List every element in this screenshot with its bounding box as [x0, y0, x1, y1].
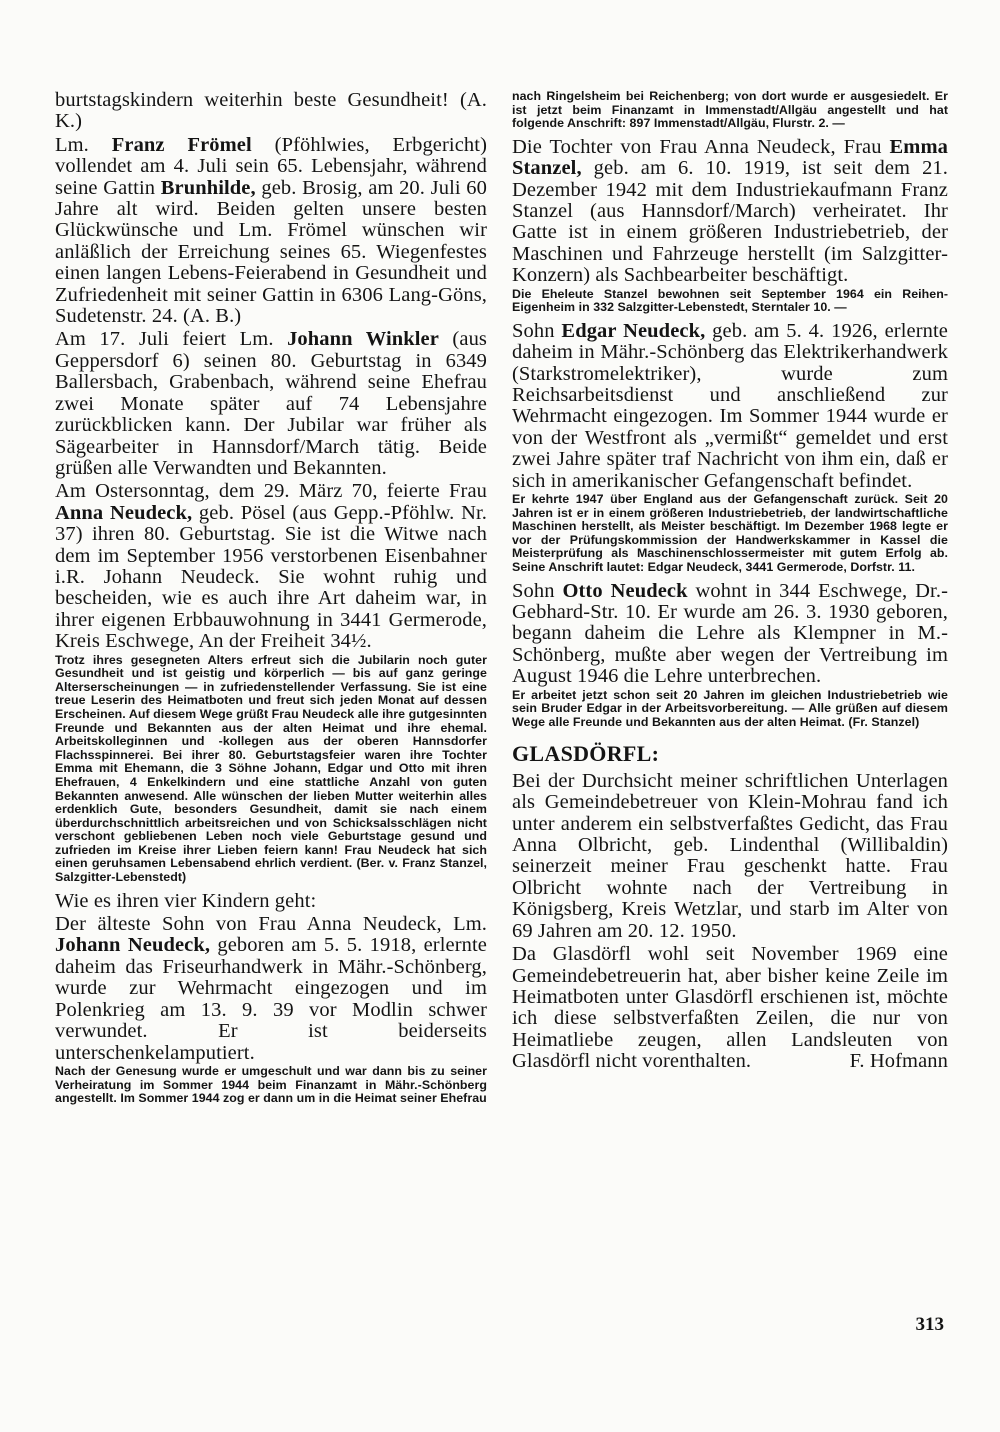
paragraph-glasdoerfl-intro: Bei der Durchsicht meiner schriftlichen Unterlagen als Gemeindebetreuer von Klein-Mohrau fand ich unter anderem ein selbstverfaßtes Gedicht, das Frau Anna Olbricht, geb. Lindenthal (Willibaldin) seinerzeit meiner Frau geschenkt hatte. Frau Olbricht wohnte nach der Vertreibung in Königsberg, Kreis Wetzlar, und starb im Alter von 69 Jahren am 20. 12. 1950.: [512, 769, 948, 942]
text-fragment: Sohn: [512, 319, 562, 342]
text-fragment: Am 17. Juli feiert Lm.: [55, 328, 288, 351]
text-fragment: geboren am 5. 5. 1918, erlernte daheim das Friseurhandwerk in Mähr.-Schönberg, wurde zur Wehrmacht eingezogen und im Polenkrieg am 13. 9. 39 vor Modlin schwer verwundet. Er ist beiderseits unterschenkelamputiert.: [55, 934, 487, 1064]
paragraph-birthday-wishes: burtstagskindern weiterhin beste Gesundheit! (A. K.): [55, 89, 487, 133]
person-name: Franz Frömel: [111, 133, 252, 156]
person-name: Johann Winkler: [287, 328, 439, 351]
small-print-johann-details: Nach der Genesung wurde er umgeschult und war dann bis zu seiner Verheiratung im Sommer 1944 beim Finanzamt in Mähr.-Schönberg angestellt. Im Sommer 1944 zog er dann um in die Heimat seiner Ehefrau: [55, 1063, 487, 1106]
text-fragment: Sohn: [512, 579, 563, 602]
text-fragment: Die Tochter von Frau Anna Neudeck, Frau: [512, 135, 890, 158]
person-name: Brunhilde,: [160, 176, 256, 199]
person-name: Otto Neudeck: [562, 579, 688, 602]
text-fragment: geb. Brosig, am 20. Juli 60 Jahre alt wird. Beiden gelten unsere besten Glückwünsche und Lm. Frömel wünschen wir anläßlich der Erreichung seines 65. Wiegenfestes einen langen Lebens-Feierabend in Gesundheit und Zufriedenheit mit seiner Gattin in 6306 Lang-Göns, Sudetenstr. 24. (A. B.): [55, 176, 487, 328]
section-heading-glasdoerfl: GLASDÖRFL:: [512, 741, 660, 767]
person-name: Emma Stanzel,: [512, 135, 948, 180]
small-print-anna-details: Trotz ihres gesegneten Alters erfreut sich die Jubilarin noch guter Gesundheit und ist geistig und körperlich — bis auf ganz geringe Alterserscheinungen — in zufriedenstellender Verfassung. Sie ist eine treue Leserin des Heimatboten und freut sich jeden Monat auf dessen Erscheinen. Auf diesem Wege grüßt Frau Neudeck alle ihre gutgesinnten Freunde und Bekannten aus der alten Heimat und ihre ehemal. Arbeitskolleginnen und -kollegen aus der oberen Hannsdorfer Flachsspinnerei. Bei ihrer 80. Geburtstagsfeier waren ihre Tochter Emma mit Ehemann, die 3 Söhne Johann, Edgar und Otto mit ihren Ehefrauen, 4 Enkelkindern und eine stattliche Anzahl von guten Bekannten anwesend. Alle wünschen der lieben Mutter weiterhin alles erdenklich Gute, besonders Gesundheit, damit sie nach einem überdurchschnittlich arbeitsreichen und von Schicksalsschlägen nicht verschont gebliebenen Leben noch viele Geburtstage gesund und zufrieden im Kreise ihrer Lieben feiern kann! Frau Neudeck hat sich einen geruhsamen Lebensabend ehrlich verdient. (Ber. v. Franz Stanzel, Salzgitter-Lebenstedt): [55, 652, 487, 885]
text-fragment: geb. Pösel (aus Gepp.-Pföhlw. Nr. 37) ihren 80. Geburtstag. Sie ist die Witwe nach dem im September 1956 verstorbenen Eisenbahner i.R. Johann Neudeck. Sie wohnt ruhig und bescheiden, wie es auch ihre Art daheim war, in ihrer eigenen Erbbauwohnung in 3441 Germerode, Kreis Eschwege, An der Freiheit 34½.: [55, 501, 488, 653]
paragraph-johann-winkler: [55, 329, 487, 479]
paragraph-franz-froemel: [55, 135, 487, 328]
person-name: Anna Neudeck,: [55, 501, 193, 524]
text-fragment: wohnt in 344 Eschwege, Dr.-Gebhard-Str. 10. Er wurde am 26. 3. 1930 geboren, begann daheim die Lehre als Klempner in M.-Schönberg, mußte aber wegen der Vertreibung im August 1946 die Lehre unterbrechen.: [512, 579, 948, 688]
text-fragment: Der älteste Sohn von Frau Anna Neudeck, Lm.: [55, 913, 487, 936]
left-column: [55, 90, 487, 1112]
text-fragment: Da Glasdörfl wohl seit November 1969 eine Gemeindebetreuerin hat, aber bisher keine Zeile im Heimatboten unter Glasdörfl erschienen ist, möchte ich diese selbstverfaßten Zeilen, die nur von Heimatliebe zeugen, allen Landsleuten von Glasdörfl nicht vorenthalten.: [512, 943, 948, 1073]
text-fragment: Lm.: [55, 133, 112, 156]
small-print-edgar-details: Er kehrte 1947 über England aus der Gefangenschaft zurück. Seit 20 Jahren ist er in einem größeren Industriebetrieb, der landwirtschaftliche Maschinen herstellt, als Meister beschäftigt. Im Dezember 1968 legte er vor der Prüfungskommission der Handwerkskammer in Kassel die Meisterprüfung als Maschinenschlossermeister mit gutem Erfolg ab. Seine Anschrift lautet: Edgar Neudeck, 3441 Germerode, Dorfstr. 11.: [512, 492, 948, 575]
text-fragment: geb. am 5. 4. 1926, erlernte daheim in Mähr.-Schönberg das Elektrikerhandwerk (Starkstromelektriker), wurde zum Reichsarbeitsdienst und anschließend zur Wehrmacht eingezogen. Im Sommer 1944 wurde er von der Westfront als „vermißt“ gemeldet und erst zwei Jahre später traf Nachricht von ihm ein, daß er sich in amerikanischer Gefangenschaft befindet.: [512, 319, 948, 492]
paragraph-edgar-neudeck: [512, 321, 948, 492]
person-name: Edgar Neudeck,: [561, 319, 706, 342]
small-print-johann-continued: nach Ringelsheim bei Reichenberg; von dort wurde er ausgesiedelt. Er ist jetzt beim Finanzamt in Immenstadt/Allgäu angestellt und hat folgende Anschrift: 897 Immenstadt/Allgäu, Flurstr. 2. —: [512, 89, 948, 131]
page-number: 313: [915, 1314, 944, 1335]
paragraph-children-intro: Wie es ihren vier Kindern geht:: [55, 889, 317, 912]
text-fragment: (aus Geppersdorf 6) seinen 80. Geburtstag in 6349 Ballersbach, Grabenbach, während seine Ehefrau zwei Monate später auf 74 Lebensjahre zurückblicken kann. Der Jubilar war früher als Sägearbeiter in Hannsdorf/March tätig. Beide grüßen alle Verwandten und Bekannten.: [55, 328, 487, 479]
paragraph-glasdoerfl-poem-note: [512, 944, 948, 1072]
text-fragment: geb. am 6. 10. 1919, ist seit dem 21. Dezember 1942 mit dem Industriekaufmann Franz Stanzel (aus Hannsdorf/March) verheiratet. Ihr Gatte ist in einem größeren Industriebetrieb, der Maschinen und Fahrzeuge herstellt (im Salzgitter-Konzern) als Sachbearbeiter beschäftigt.: [512, 157, 948, 287]
paragraph-otto-neudeck: [512, 581, 948, 688]
text-fragment: (Pföhlwies, Erbgericht) vollendet am 4. Juli sein 65. Lebensjahr, während seine Gattin: [55, 133, 487, 199]
author-signature: F. Hofmann: [849, 1050, 948, 1073]
small-print-otto-details: Er arbeitet jetzt schon seit 20 Jahren im gleichen Industriebetrieb wie sein Bruder Edgar in der Arbeitsvorbereitung. — Alle grüßen auf diesem Wege alle Freunde und Bekannten aus der alten Heimat. (Fr. Stanzel): [512, 687, 948, 729]
person-name: Johann Neudeck,: [55, 934, 211, 957]
paragraph-johann-neudeck: [55, 914, 487, 1064]
small-print-stanzel-address: Die Eheleute Stanzel bewohnen seit September 1964 ein Reihen-Eigenheim in 332 Salzgitter-Lebenstedt, Sterntaler 10. —: [512, 286, 948, 315]
paragraph-emma-stanzel: [512, 137, 948, 287]
text-fragment: Am Ostersonntag, dem 29. März 70, feierte Frau: [55, 480, 487, 503]
paragraph-anna-neudeck: [55, 481, 487, 652]
right-column: [512, 90, 948, 1073]
